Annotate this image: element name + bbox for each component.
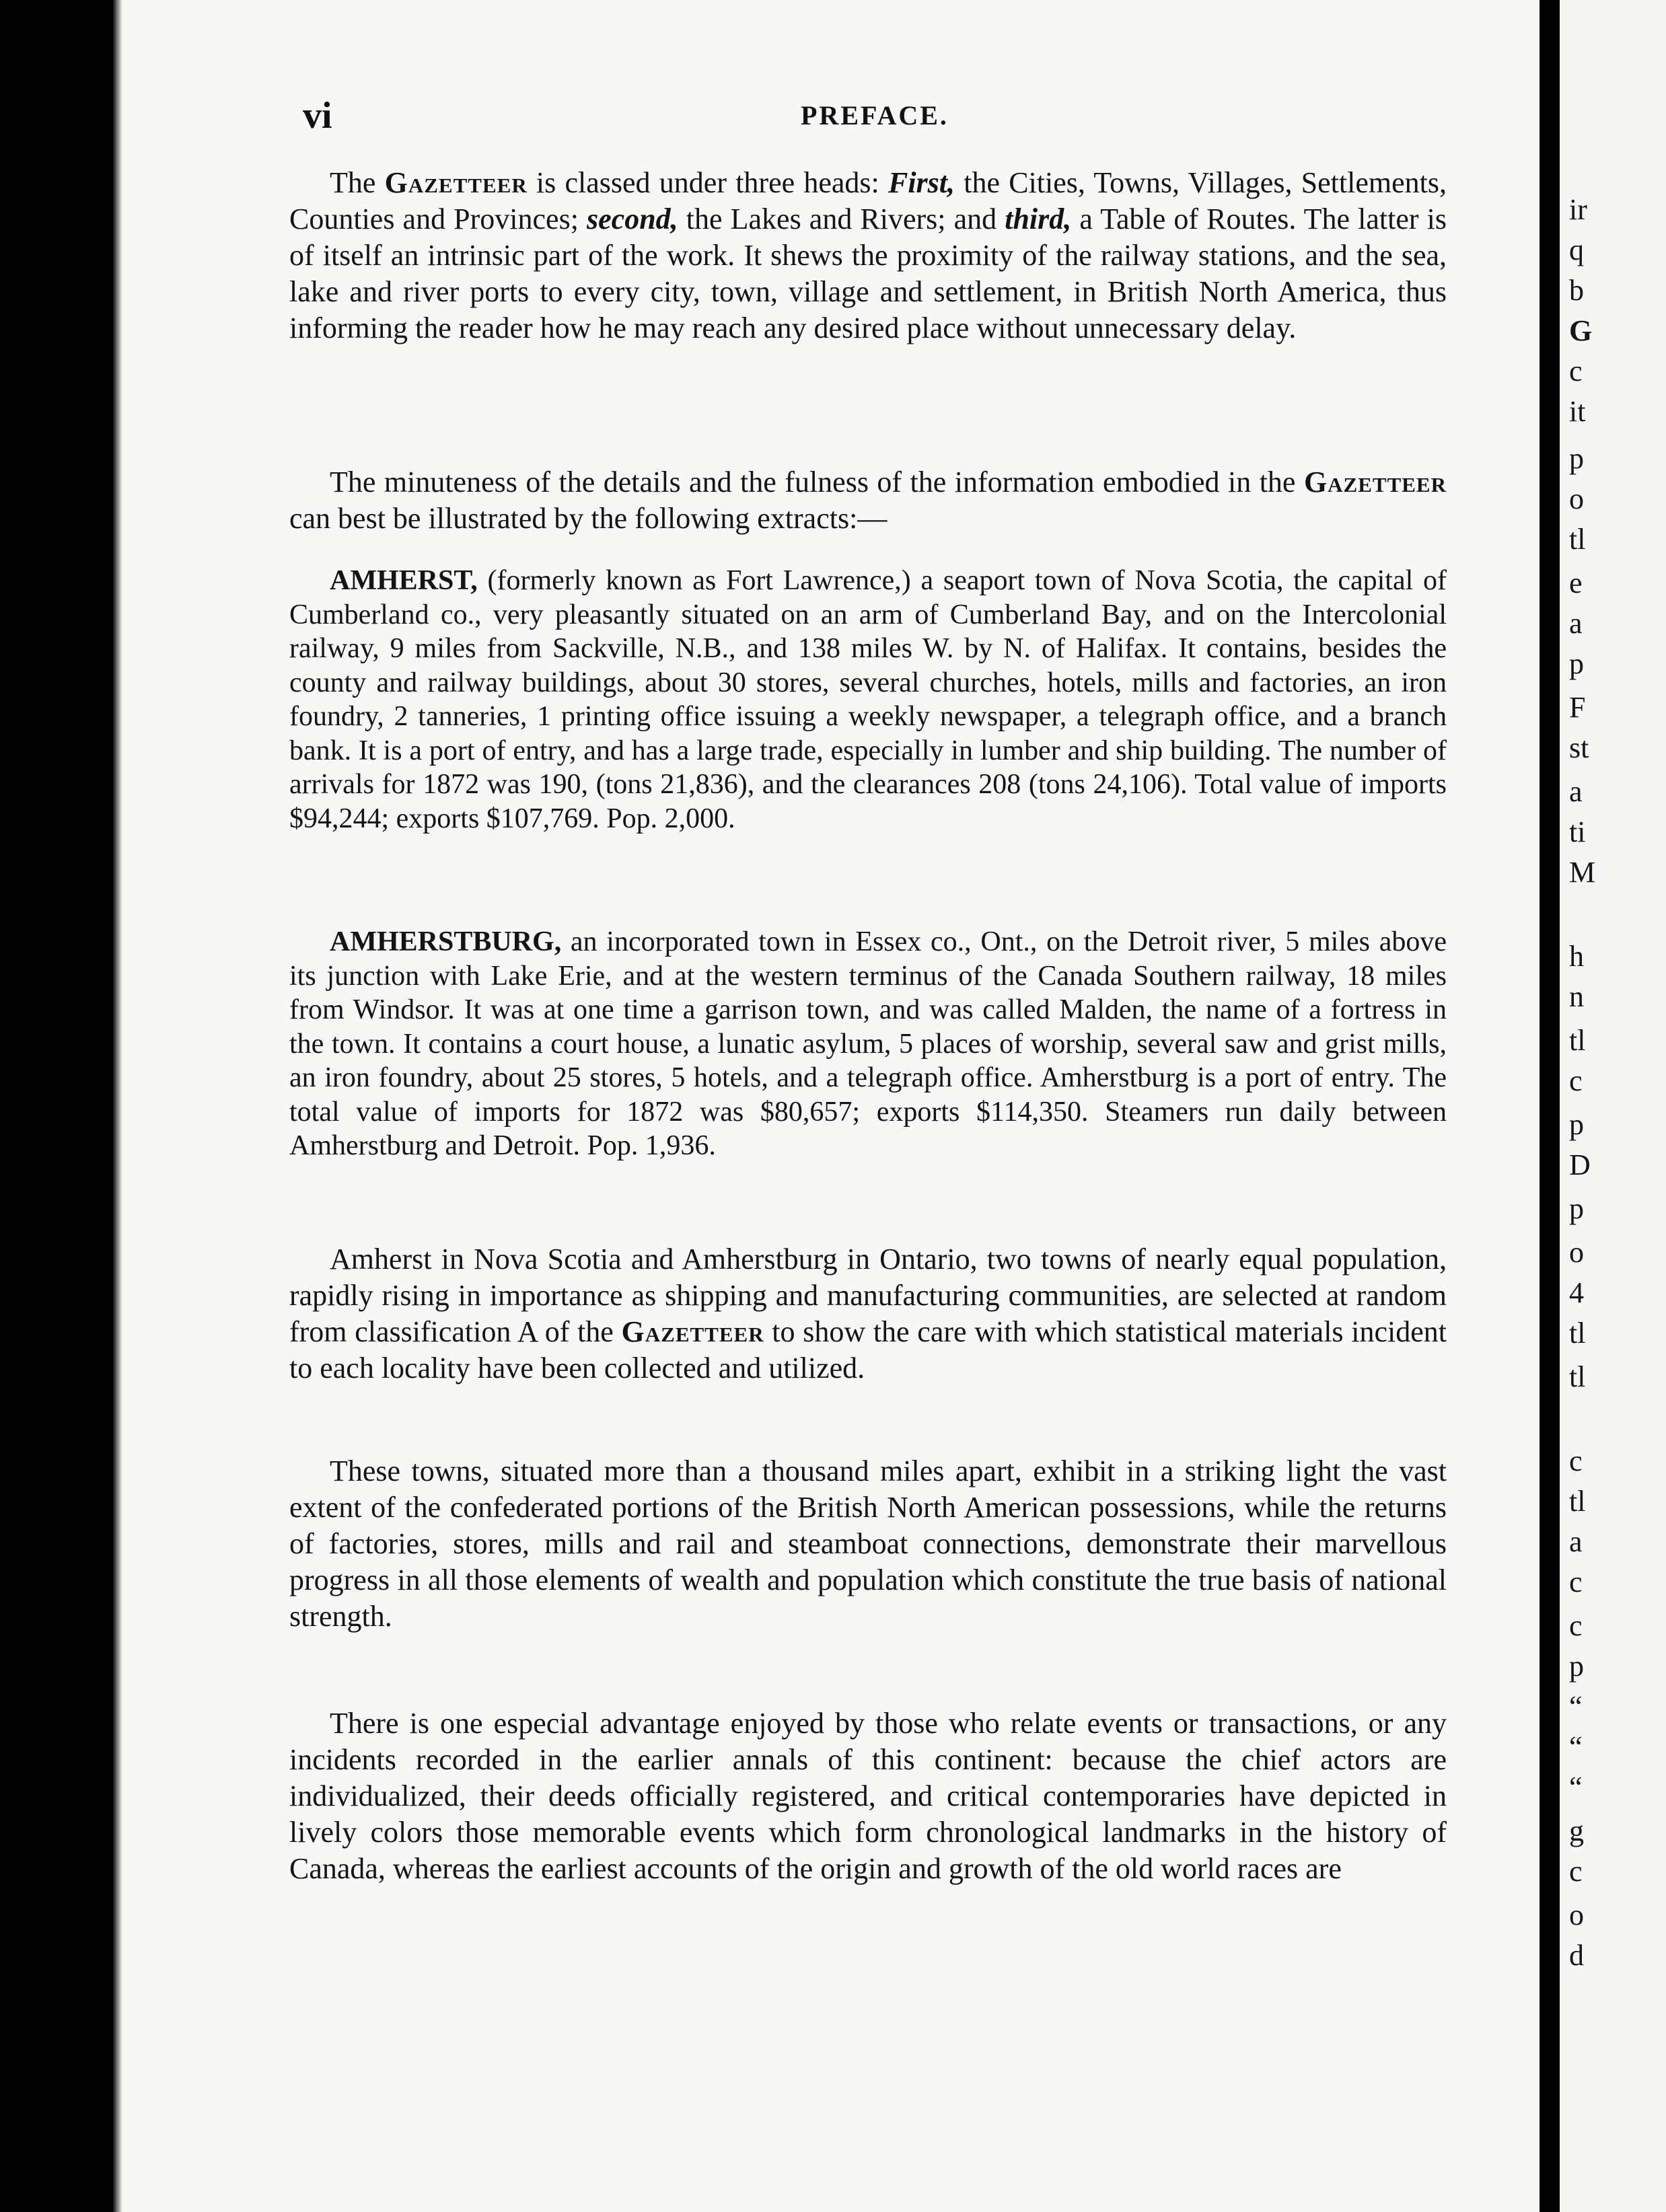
paragraph-towns-situated <box>289 1453 1447 1635</box>
facing-page-fragment: p <box>1569 1650 1584 1683</box>
facing-page-fragment: o <box>1569 482 1584 515</box>
facing-page-fragment: o <box>1569 1898 1584 1931</box>
paragraph-text: There is one especial advantage enjoyed by those who relate events or transactions, or any incidents recorded in the earlier annals of this continent: because the chief actors are individualized, their deeds officially registered, and critical contemporaries have depicted in lively colors those memorable events which form chronological landmarks in the history of Canada, whereas the earliest accounts of the origin and growth of the old world races are <box>289 1707 1447 1885</box>
emphasis-first: First, <box>888 166 955 199</box>
facing-page-fragment: tl <box>1569 1024 1586 1057</box>
gazetteer-smallcaps: Gazetteer <box>1303 466 1447 499</box>
paragraph-especial-advantage <box>289 1705 1447 1887</box>
facing-page-fragment: p <box>1569 442 1584 475</box>
facing-page-edge <box>1560 0 1666 2212</box>
text-run: to show the care with which statistical materials incident to each locality have been collected and utilized. <box>289 1315 1447 1385</box>
facing-page-fragment: tl <box>1569 1360 1586 1393</box>
facing-page-fragment: c <box>1569 1444 1583 1477</box>
facing-page-fragment: 4 <box>1569 1276 1584 1309</box>
emphasis-second: second, <box>587 202 678 235</box>
text-run: the Cities, Towns, Villages, Settlements, Counties and Provinces; <box>289 166 1447 235</box>
facing-page-fragment: tl <box>1569 1317 1586 1350</box>
facing-page-fragment: ti <box>1569 815 1586 848</box>
facing-page-fragment: st <box>1569 731 1589 764</box>
facing-page-fragment: D <box>1569 1148 1591 1181</box>
book-gutter <box>1540 0 1560 2212</box>
facing-page-fragment: c <box>1569 1855 1583 1888</box>
facing-page-fragment: F <box>1569 691 1586 724</box>
facing-page-fragment: b <box>1569 274 1584 307</box>
text-run: can best be illustrated by the following extracts:— <box>289 502 888 535</box>
facing-page-fragment: n <box>1569 980 1584 1013</box>
paragraph-text: These towns, situated more than a thousand miles apart, exhibit in a striking light the vast extent of the confederated portions of the British North American possessions, while the returns of factories, stores, mills and rail and steamboat connections, demonstrate their marvellous progress in all those elements of wealth and population which constitute the true basis of national strength. <box>289 1454 1447 1633</box>
facing-page-fragment: c <box>1569 1565 1583 1598</box>
entry-body-amherst: (formerly known as Fort Lawrence,) a seaport town of Nova Scotia, the capital of Cumberland co., very pleasantly situated on an arm of Cumberland Bay, and on the Intercolonial railway, 9 miles from Sackville, N.B., and 138 miles W. by N. of Halifax. It contains, besides the county and railway buildings, about 30 stores, several churches, hotels, mills and factories, an iron foundry, 2 tanneries, 1 printing office issuing a weekly newspaper, a telegraph office, and a branch bank. It is a port of entry, and has a large trade, especially in lumber and ship building. The number of arrivals for 1872 was 190, (tons 21,836), and the clearances 208 (tons 24,106). Total value of imports $94,244; exports $107,769. Pop. 2,000. <box>289 565 1447 834</box>
paragraph-classification <box>289 165 1447 346</box>
gazetteer-smallcaps: Gazetteer <box>384 166 528 199</box>
extract-amherst <box>289 564 1447 836</box>
facing-page-fragment: G <box>1569 314 1593 347</box>
facing-page-fragment: o <box>1569 1236 1584 1269</box>
facing-page-fragment: d <box>1569 1939 1584 1972</box>
facing-page-fragment: c <box>1569 1609 1583 1642</box>
gazetteer-smallcaps: Gazetteer <box>621 1315 764 1348</box>
facing-page-fragment: p <box>1569 1108 1584 1141</box>
facing-page-fragment: it <box>1569 395 1586 428</box>
facing-page-fragment: ir <box>1569 193 1587 226</box>
text-run: The <box>330 166 385 199</box>
page-number: vi <box>303 95 332 137</box>
facing-page-fragment: a <box>1569 775 1583 808</box>
entry-body-amherstburg: an incorporated town in Essex co., Ont., on the Detroit river, 5 miles above its junction with Lake Erie, and at the western terminus of the Canada Southern railway, 18 miles from Windsor. It was at one time a garrison town, and was called Malden, the name of a fortress in the town. It contains a court house, a lunatic asylum, 5 places of worship, several saw and grist mills, an iron foundry, about 25 stores, 5 hotels, and a telegraph office. Amherstburg is a port of entry. The total value of imports for 1872 was $80,657; exports $114,350. Steamers run daily between Amherstburg and Detroit. Pop. 1,936. <box>289 926 1447 1161</box>
extract-amherstburg <box>289 925 1447 1163</box>
facing-page-fragment: p <box>1569 647 1584 680</box>
paragraph-minuteness <box>289 464 1447 537</box>
page-edge-shadow <box>113 0 122 2212</box>
facing-page-fragment: “ <box>1569 1730 1583 1763</box>
text-run: is classed under three heads: <box>527 166 888 199</box>
facing-page-fragment: q <box>1569 233 1584 266</box>
text-run: a Table of Routes. The latter is of itself an intrinsic part of the work. It shews the proximity of the railway stations, and the sea, lake and river ports to every city, town, village and settlement, in British North America, thus informing the reader how he may reach any desired place without unnecessary delay. <box>289 202 1447 344</box>
text-run: the Lakes and Rivers; and <box>678 202 1005 235</box>
facing-page-fragment: a <box>1569 1525 1583 1558</box>
page-header <box>303 94 1447 141</box>
facing-page-fragment: tl <box>1569 523 1586 556</box>
facing-page-fragment: “ <box>1569 1690 1583 1723</box>
text-run: Amherst in Nova Scotia and Amherstburg in Ontario, two towns of nearly equal population, rapidly rising in importance as shipping and manufacturing communities, are selected at random from classification A of the <box>289 1243 1447 1348</box>
facing-page-fragment: h <box>1569 940 1584 973</box>
facing-page-fragment: e <box>1569 566 1583 599</box>
text-run: The minuteness of the details and the fulness of the information embodied in the <box>330 466 1304 499</box>
running-title: PREFACE. <box>801 100 949 131</box>
paragraph-amherst-comparison <box>289 1241 1447 1387</box>
facing-page-fragment: c <box>1569 1064 1583 1097</box>
facing-page-fragment: g <box>1569 1814 1584 1847</box>
emphasis-third: third, <box>1005 202 1072 235</box>
facing-page-fragment: M <box>1569 856 1596 889</box>
facing-page-fragment: “ <box>1569 1771 1583 1804</box>
entry-heading-amherst: AMHERST, <box>330 565 478 596</box>
facing-page-fragment: a <box>1569 607 1583 640</box>
entry-heading-amherstburg: AMHERSTBURG, <box>330 926 562 957</box>
facing-page-fragment: tl <box>1569 1485 1586 1518</box>
facing-page-fragment: c <box>1569 355 1583 388</box>
facing-page-fragment: p <box>1569 1192 1584 1225</box>
